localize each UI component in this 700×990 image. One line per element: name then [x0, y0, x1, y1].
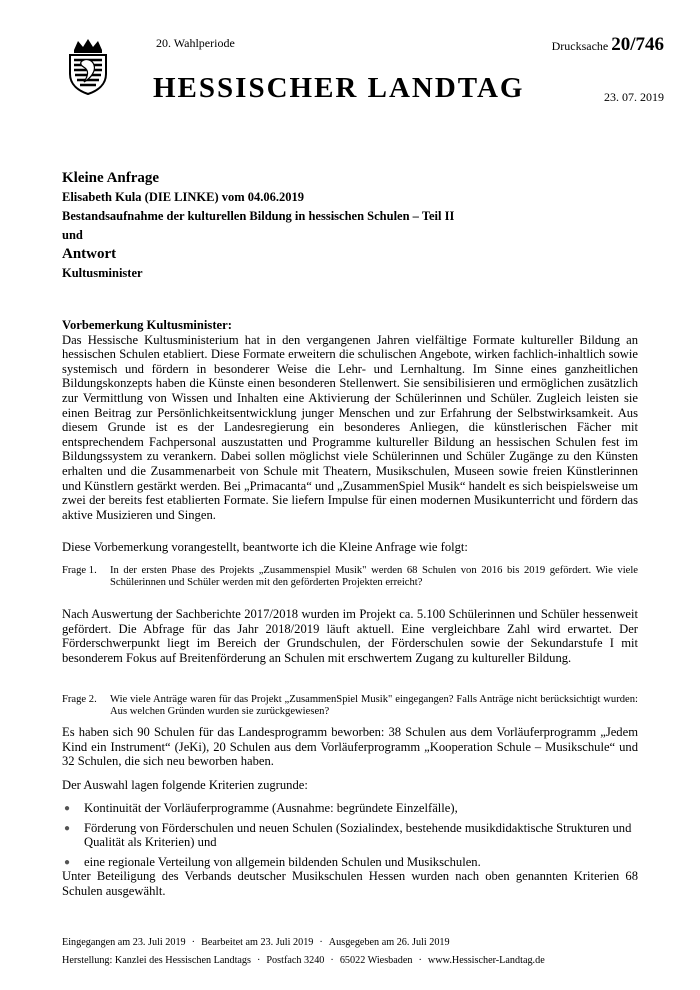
footer-publisher — [62, 955, 545, 966]
frage-text: In der ersten Phase des Projekts „Zusammenspiel Musik" werden 68 Schulen von 2016 bis 2019 gefördert. Wie viele Schülerinnen und Schüler werden mit den geförderten Projekten erreicht? — [110, 565, 638, 589]
criteria-text: Kontinuität der Vorläuferprogramme (Ausnahme: begründete Einzelfälle), — [84, 801, 458, 815]
footer-bearbeitet: Bearbeitet am 23. Juli 2019 — [201, 937, 314, 948]
bullet-icon: ● — [64, 822, 71, 834]
footer-separator: · — [418, 955, 422, 966]
footer-ort: 65022 Wiesbaden — [339, 955, 413, 966]
vorbemerkung-text: Das Hessische Kultusministerium hat in den vergangenen Jahren vielfältige Formate kultureller Bildung an hessischen Schulen etabliert. Diese Formate erweitern die schulischen Angebote, wirken fachlich-inhaltlich sowie systemisch und fördern in besonderer Weise die Lehr- und Lernhaltung. Im Sinne eines ganzheitlichen Bildungskonzepts haben die Künste einen besonderen Stellenwert. Sie sensibilisieren und ermöglichen zusätzlich zur Vermittlung von Wissen und Inhalten eine Aktivierung der Schülerinnen und Schüler. Zugleich leisten sie einen Beitrag zur Persönlichkeitsentwicklung junger Menschen und zur Erfahrung der Selbstwirksamkeit. Aus diesem Grunde ist es der Landesregierung ein besonderes Anliegen, die künstlerischen Fächer mit entsprechendem Fachpersonal auszustatten und Programme kultureller Bildung an hessischen Schulen fest im Bildungssystem zu verankern. Dabei sollen möglichst viele Schülerinnen und Schüler Zugänge zu den Künsten erhalten und die Zusammenarbeit von Schule mit Theatern, Musikschulen, Museen sowie freien Künstlerinnen und Künstlern gestärkt werden. Bei „Primacanta“ und „ZusammenSpiel Musik“ handelt es sich beispielsweise um zwei der bereits fest etablierten Formate. Sie liefern Impulse für einen modernen Musikunterricht und fördern das aktive Musizieren und Singen. — [62, 332, 638, 522]
footer-separator: · — [330, 955, 334, 966]
criteria-text: Förderung von Förderschulen und neuen Schulen (Sozialindex, bestehende musikdidaktische Strukturen und Qualität als Kriterien) und — [84, 820, 632, 850]
footer-web-link[interactable]: www.Hessischer-Landtag.de — [427, 955, 545, 966]
meta-block — [62, 170, 662, 284]
criteria-text: eine regionale Verteilung von allgemein bildenden Schulen und Musikschulen. — [84, 854, 481, 869]
bullet-icon: ● — [64, 803, 71, 814]
criteria-list — [62, 801, 638, 874]
footer-separator: · — [256, 955, 261, 966]
list-item — [62, 821, 638, 850]
drucksache-label: Drucksache — [551, 39, 609, 53]
antwort-2: Es haben sich 90 Schulen für das Landesprogramm beworben: 38 Schulen aus dem Vorläuferprogramm „Jedem Kind ein Instrument“ (JeKi), 20 Schulen aus dem Vorläuferprogramm „Kooperation Schule – Musikschule“ und 32 Schulen, die sich neu beworben haben. — [62, 725, 638, 769]
antwort-1: Nach Auswertung der Sachberichte 2017/2018 wurden im Projekt ca. 5.100 Schülerinnen und Schüler hessenweit gefördert. Die Abfrage für das Jahr 2018/2019 läuft aktuell. Eine vergleichbare Zahl wird erwartet. Der Förderschwerpunkt liegt im Bereich der Grundschulen, der Förderschulen sowie der Sekundarstufe I mit besonderem Fokus auf Breitenförderung an Schulen mit erschwertem Zugang zu kultureller Bildung. — [62, 607, 638, 665]
und-line: und — [62, 228, 83, 242]
list-item — [62, 801, 638, 816]
drucksache-number: 20/746 — [611, 34, 664, 55]
frage-text: Wie viele Anträge waren für das Projekt „ZusammenSpiel Musik" eingegangen? Falls Anträge nicht berücksichtigt wurden: Aus welchen Gründen wurden sie zurückgewiesen? — [110, 694, 638, 718]
footer-separator: · — [191, 937, 196, 948]
criteria-intro: Der Auswahl lagen folgende Kriterien zugrunde: — [62, 778, 308, 792]
intro-paragraph: Diese Vorbemerkung vorangestellt, beantworte ich die Kleine Anfrage wie folgt: — [62, 540, 468, 554]
footer-ausgegeben: Ausgegeben am 26. Juli 2019 — [328, 937, 450, 948]
vorbemerkung-title: Vorbemerkung Kultusminister: — [62, 318, 232, 332]
footer-eingegangen: Eingegangen am 23. Juli 2019 — [62, 937, 186, 948]
subject-line: Bestandsaufnahme der kulturellen Bildung in hessischen Schulen – Teil II — [62, 209, 455, 223]
footer-postfach: Postfach 3240 — [266, 955, 325, 966]
footer-separator: · — [319, 937, 323, 948]
document-title: HESSISCHER LANDTAG — [153, 72, 525, 104]
frage-2 — [62, 694, 638, 719]
closing-paragraph: Unter Beteiligung des Verbands deutscher Musikschulen Hessen wurden nach oben genannten Kriterien 68 Schulen ausgewählt. — [62, 869, 638, 898]
wahlperiode: 20. Wahlperiode — [156, 36, 235, 50]
frage-label: Frage 1. — [62, 565, 97, 576]
anfrage-type: Kleine Anfrage — [62, 170, 160, 186]
frage-1 — [62, 565, 638, 590]
minister-line: Kultusminister — [62, 266, 143, 280]
antwort-heading: Antwort — [62, 246, 117, 262]
document-date: 23. 07. 2019 — [604, 90, 664, 104]
bullet-icon: ● — [64, 856, 71, 868]
list-item — [62, 855, 638, 870]
frage-label: Frage 2. — [62, 694, 97, 705]
vorbemerkung — [62, 318, 638, 522]
hessen-crest-icon — [64, 38, 112, 96]
footer-dates — [62, 937, 450, 948]
drucksache — [552, 34, 664, 56]
author-line: Elisabeth Kula (DIE LINKE) vom 04.06.2019 — [62, 190, 305, 204]
footer-herstellung: Herstellung: Kanzlei des Hessischen Landtags — [62, 955, 251, 966]
